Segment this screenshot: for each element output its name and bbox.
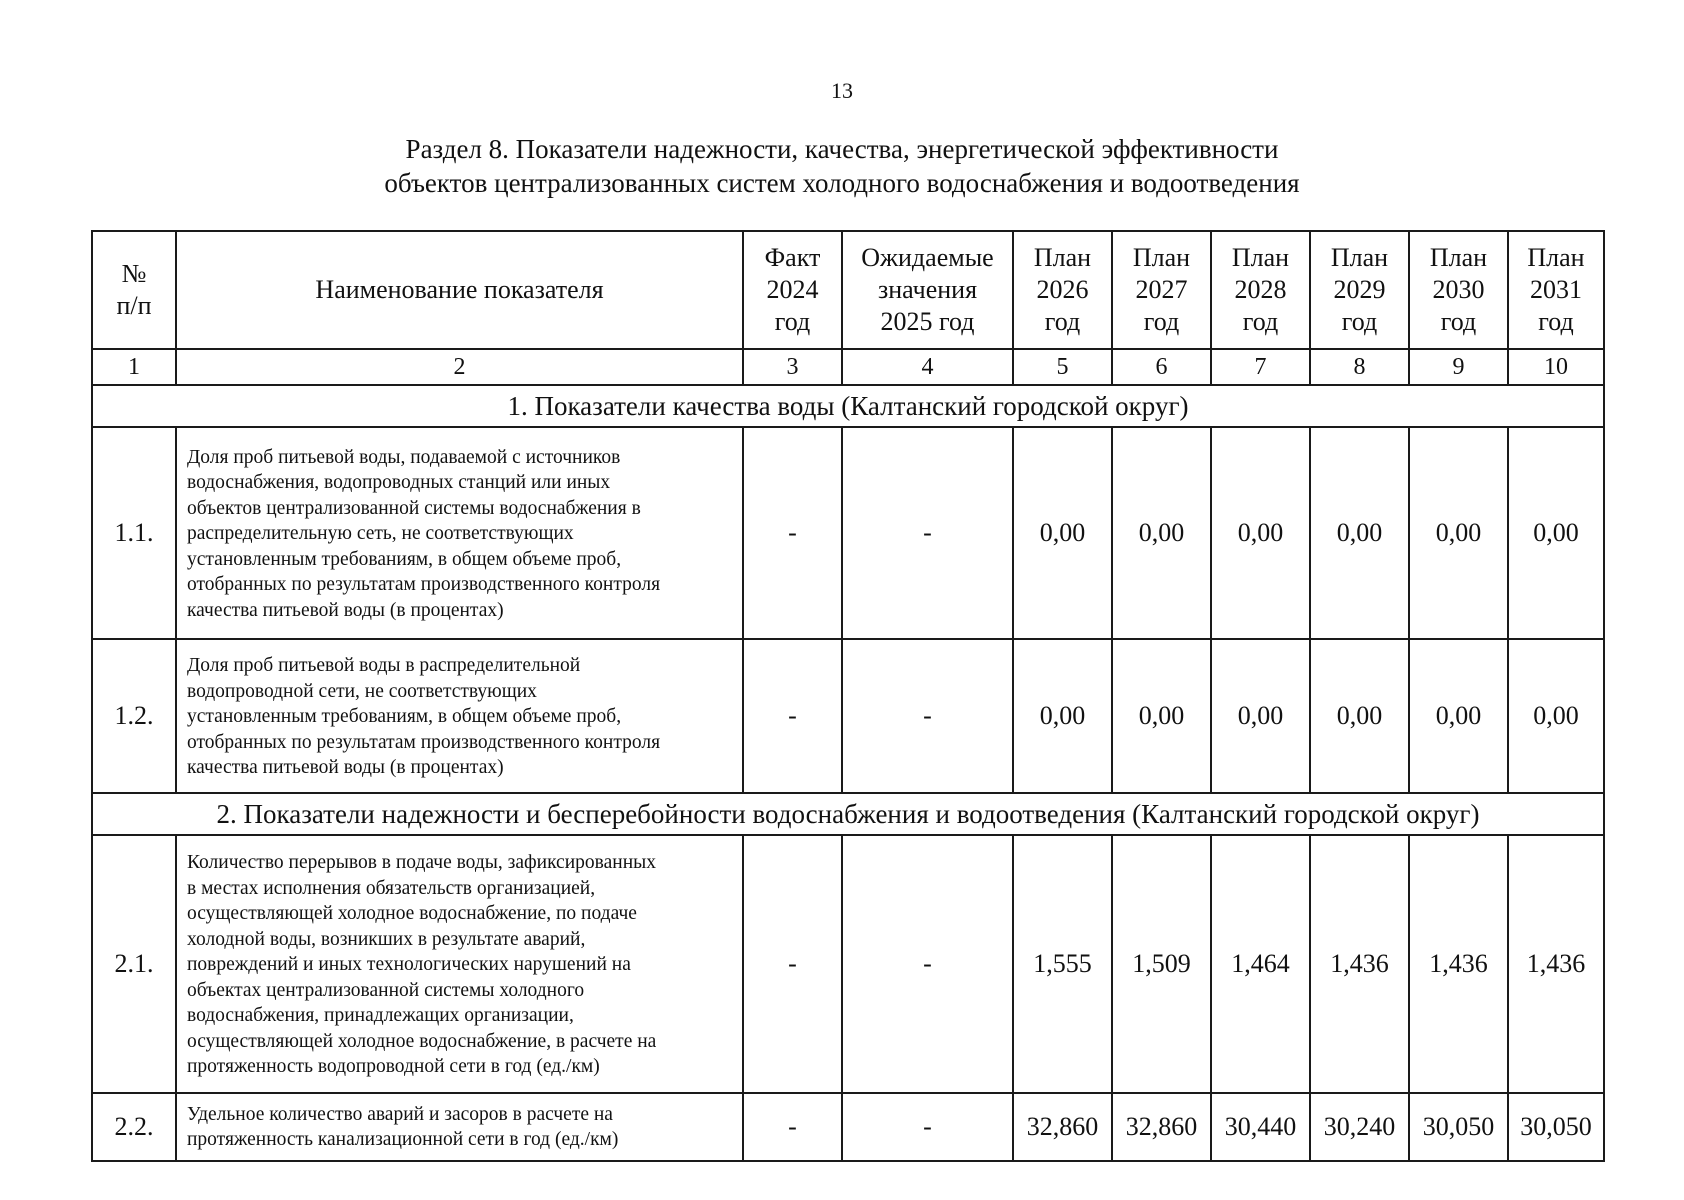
header-plan-2027: План 2027 год <box>1112 231 1211 349</box>
group-row <box>92 793 1604 835</box>
column-number: 3 <box>743 349 842 385</box>
expected-2025-value: - <box>842 639 1013 793</box>
plan-2030-value: 30,050 <box>1409 1093 1508 1161</box>
header-row <box>92 231 1604 349</box>
header-fact-2024: Факт 2024 год <box>743 231 842 349</box>
fact-2024-value: - <box>743 835 842 1093</box>
row-index: 1.1. <box>92 427 176 639</box>
group-title-reliability: 2. Показатели надежности и бесперебойности водоснабжения и водоотведения (Калтанский городской округ) <box>92 793 1604 835</box>
column-number-row <box>92 349 1604 385</box>
plan-2028-value: 30,440 <box>1211 1093 1310 1161</box>
plan-2029-value: 1,436 <box>1310 835 1409 1093</box>
column-number: 2 <box>176 349 743 385</box>
table-row <box>92 427 1604 639</box>
group-title-water-quality: 1. Показатели качества воды (Калтанский городской округ) <box>92 385 1604 427</box>
section-title-line-1: Раздел 8. Показатели надежности, качества, энергетической эффективности <box>405 134 1279 164</box>
page-number: 13 <box>831 78 853 103</box>
column-number: 5 <box>1013 349 1112 385</box>
fact-2024-value: - <box>743 1093 842 1161</box>
row-index: 2.2. <box>92 1093 176 1161</box>
plan-2027-value: 0,00 <box>1112 639 1211 793</box>
header-expected-2025: Ожидаемые значения 2025 год <box>842 231 1013 349</box>
plan-2031-value: 30,050 <box>1508 1093 1604 1161</box>
column-number: 10 <box>1508 349 1604 385</box>
plan-2026-value: 0,00 <box>1013 639 1112 793</box>
plan-2028-value: 0,00 <box>1211 427 1310 639</box>
plan-2028-value: 0,00 <box>1211 639 1310 793</box>
header-indicator-name: Наименование показателя <box>176 231 743 349</box>
plan-2031-value: 0,00 <box>1508 639 1604 793</box>
header-plan-2026: План 2026 год <box>1013 231 1112 349</box>
indicators-table <box>91 230 1605 1162</box>
table-row <box>92 835 1604 1093</box>
plan-2026-value: 0,00 <box>1013 427 1112 639</box>
expected-2025-value: - <box>842 835 1013 1093</box>
plan-2031-value: 0,00 <box>1508 427 1604 639</box>
column-number: 1 <box>92 349 176 385</box>
group-row <box>92 385 1604 427</box>
column-number: 4 <box>842 349 1013 385</box>
plan-2026-value: 32,860 <box>1013 1093 1112 1161</box>
plan-2030-value: 0,00 <box>1409 427 1508 639</box>
fact-2024-value: - <box>743 427 842 639</box>
plan-2031-value: 1,436 <box>1508 835 1604 1093</box>
column-number: 8 <box>1310 349 1409 385</box>
plan-2027-value: 32,860 <box>1112 1093 1211 1161</box>
column-number: 6 <box>1112 349 1211 385</box>
column-number: 9 <box>1409 349 1508 385</box>
section-title-line-2: объектов централизованных систем холодного водоснабжения и водоотведения <box>384 168 1300 198</box>
section-title <box>0 132 1684 200</box>
header-plan-2029: План 2029 год <box>1310 231 1409 349</box>
column-number: 7 <box>1211 349 1310 385</box>
plan-2028-value: 1,464 <box>1211 835 1310 1093</box>
header-plan-2028: План 2028 год <box>1211 231 1310 349</box>
expected-2025-value: - <box>842 427 1013 639</box>
plan-2030-value: 1,436 <box>1409 835 1508 1093</box>
row-description: Доля проб питьевой воды, подаваемой с источников водоснабжения, водопроводных станций или иных объектов централизованной системы водоснабжения в распределительную сеть, не соответствующих установленным требованиям, в общем объеме проб, отобранных по результатам производственного контроля качества питьевой воды (в процентах) <box>176 427 743 639</box>
plan-2029-value: 0,00 <box>1310 427 1409 639</box>
plan-2030-value: 0,00 <box>1409 639 1508 793</box>
row-description: Удельное количество аварий и засоров в расчете на протяженность канализационной сети в год (ед./км) <box>176 1093 743 1161</box>
header-index: № п/п <box>92 231 176 349</box>
plan-2027-value: 1,509 <box>1112 835 1211 1093</box>
table-row <box>92 1093 1604 1161</box>
row-index: 2.1. <box>92 835 176 1093</box>
row-index: 1.2. <box>92 639 176 793</box>
header-plan-2031: План 2031 год <box>1508 231 1604 349</box>
plan-2029-value: 30,240 <box>1310 1093 1409 1161</box>
plan-2027-value: 0,00 <box>1112 427 1211 639</box>
expected-2025-value: - <box>842 1093 1013 1161</box>
header-plan-2030: План 2030 год <box>1409 231 1508 349</box>
plan-2029-value: 0,00 <box>1310 639 1409 793</box>
fact-2024-value: - <box>743 639 842 793</box>
row-description: Количество перерывов в подаче воды, зафиксированных в местах исполнения обязательств организацией, осуществляющей холодное водоснабжение, по подаче холодной воды, возникших в результате аварий, повреждений и иных технологических нарушений на объектах централизованной системы холодного водоснабжения, принадлежащих организации, осуществляющей холодное водоснабжение, в расчете на протяженность водопроводной сети в год (ед./км) <box>176 835 743 1093</box>
plan-2026-value: 1,555 <box>1013 835 1112 1093</box>
table-row <box>92 639 1604 793</box>
row-description: Доля проб питьевой воды в распределительной водопроводной сети, не соответствующих установленным требованиям, в общем объеме проб, отобранных по результатам производственного контроля качества питьевой воды (в процентах) <box>176 639 743 793</box>
